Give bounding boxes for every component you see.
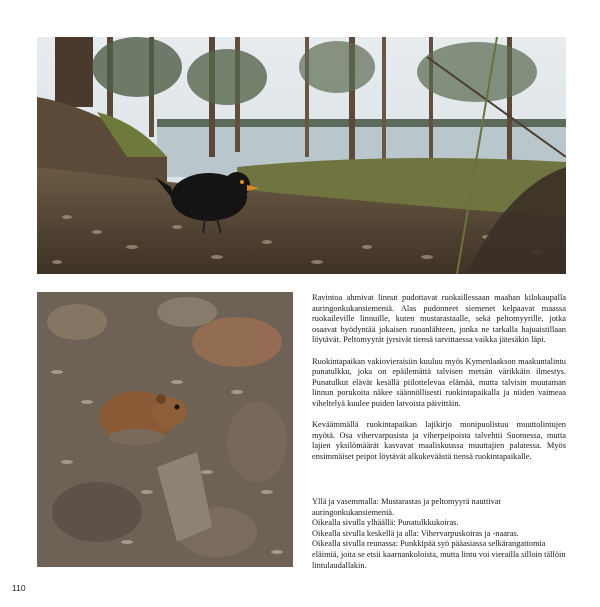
page-number: 110 [12,583,26,593]
caption-2: Oikealla sivulla ylhäällä: Punatulkkukoiras. [312,518,459,528]
photo-blackbird [37,37,566,274]
paragraph-3: Keväämmällä ruokintapaikan lajikirjo monipuolistuu muuttolintujen myötä. Osa vihervarpusista ja viherpeipoista talvehtii Suomessa, mutta lajien yksilömäärät kasvavat maaliskuussa muuttajien palatessa. Myös ensimmäiset peipot löytävät alkukeväästä tiensä ruokintapaikalle. [312,420,566,461]
photo-captions [312,497,566,571]
caption-4: Oikealla sivulla reunassa: Punkkipää syö pääasiassa selkärangattomia eläimiä, joita se etsii kaarnankoloista, mutta lintu voi vierailla silloin tällöin lintulaudallakin. [312,539,566,570]
paragraph-2: Ruokintapaikan vakiovieraisiin kuuluu myös Kymenlaakson maakuntalintu punatulkku, joka on epäilemättä talvisen metsän värikkäin ilmestys. Punatulkut elävät kesällä piilottelevaa elämää, mutta talvisin muutaman linnun porukoita näkee säännöllisesti ruokintapaikalla ja niiden vaimeaa viheltelyä kuulee puiden latvoista päivittäin. [312,356,566,408]
caption-1: Yllä ja vasemmalla: Mustarastas ja peltomyyrä nauttivat auringonkukansiemeniä. [312,497,501,517]
body-text [312,293,566,473]
photo-field-vole [37,292,293,567]
paragraph-1: Ravintoa ahmivat linnut pudottavat ruokaillessaan maahan kilokaupalla auringonkukansiemeniä. Alas pudonneet siemenet kelpaavat maassa ruokaileville linnuille, kuten mustarastaalle, sekä peltomyyrille, jotka osaavat hyödyntää jokaisen ruoanlähteen, jonka ne tarkalla hajuaistillaan löytävät. Peltomyyrät jyrsivät tiensä tarvittaessa vaikka jätesäkin läpi. [312,293,566,345]
caption-3: Oikealla sivulla keskellä ja alla: Vihervarpuskoiras ja -naaras. [312,528,519,538]
